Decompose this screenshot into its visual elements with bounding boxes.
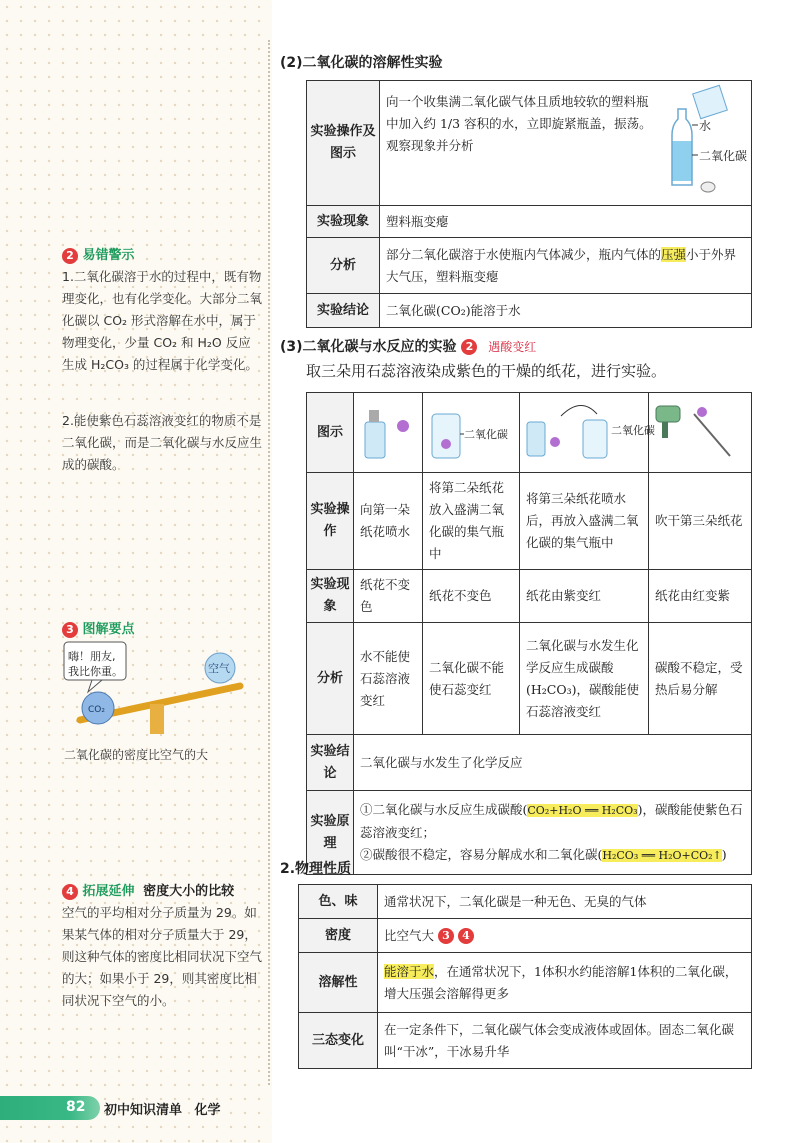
- spray-bottle: [527, 422, 545, 456]
- ref-badge: 4: [458, 928, 474, 944]
- arrow-curve: [561, 405, 597, 416]
- phenomenon-cell: 纸花由紫变红: [520, 570, 649, 623]
- page-number: 82: [66, 1099, 86, 1115]
- row-label: 实验结论: [307, 735, 354, 791]
- spray-jar-figure: [521, 396, 655, 466]
- analysis-cell: 水不能使石蕊溶液变红: [354, 623, 423, 735]
- tongs: [694, 414, 730, 456]
- tip-warning-title: 2 易错警示: [62, 244, 135, 264]
- figure-cell: [354, 393, 423, 473]
- co2-label: 二氧化碳: [464, 427, 508, 441]
- principle-cell: [354, 791, 752, 875]
- highlight: 能溶于水: [384, 963, 435, 979]
- analysis-cell: 二氧化碳与水发生化学反应生成碳酸(H₂CO₃)，碳酸能使石蕊溶液变红: [520, 623, 649, 735]
- co2-label: CO₂: [88, 705, 105, 715]
- tip-diagram-title: 3 图解要点: [62, 618, 135, 638]
- dryer-flower-figure: [650, 396, 740, 466]
- water-label: 水: [699, 119, 712, 133]
- tip-extension-title: 4 拓展延伸 密度大小的比较: [62, 880, 234, 900]
- row-label: 实验现象: [307, 206, 380, 238]
- row-label: 实验现象: [307, 570, 354, 623]
- main-content: [280, 0, 800, 1143]
- row-label: 实验原理: [307, 791, 354, 875]
- dryer-handle: [662, 422, 668, 438]
- purple-flower: [697, 407, 707, 417]
- conclusion-cell: 二氧化碳与水发生了化学反应: [354, 735, 752, 791]
- physical-table: [298, 884, 752, 1069]
- row-content: [380, 81, 752, 206]
- gas-jar: [583, 420, 607, 458]
- row-label: 分析: [307, 623, 354, 735]
- analysis-cell: 二氧化碳不能使石蕊变红: [423, 623, 520, 735]
- op-cell: 将第二朵纸花放入盛满二氧化碳的集气瓶中: [423, 473, 520, 570]
- analysis-cell: 碳酸不稳定，受热后易分解: [649, 623, 752, 735]
- principle-2: ②碳酸很不稳定，容易分解成水和二氧化碳(H₂CO₃ ══ H₂O+CO₂↑): [360, 846, 727, 862]
- handwritten-note: 遇酸变红: [488, 340, 537, 354]
- row-label: 实验操作及图示: [307, 81, 380, 206]
- gas-jar: [432, 414, 460, 458]
- bottle-cap: [701, 182, 715, 192]
- sidebar-divider: [268, 40, 270, 1085]
- row-content: 通常状况下，二氧化碳是一种无色、无臭的气体: [378, 885, 752, 919]
- tip-warning-p2: 2.能使紫色石蕊溶液变红的物质不是二氧化碳，而是二氧化碳与水反应生成的碳酸。: [62, 413, 263, 472]
- row-content: 部分二氧化碳溶于水使瓶内气体减少，瓶内气体的压强小于外界大气压，塑料瓶变瘪: [380, 238, 752, 294]
- row-content: 塑料瓶变瘪: [380, 206, 752, 238]
- row-label: 三态变化: [299, 1013, 378, 1069]
- figure-cell: [649, 393, 752, 473]
- phenomenon-cell: 纸花由红变紫: [649, 570, 752, 623]
- ref-badge: 3: [438, 928, 454, 944]
- air-label: 空气: [208, 662, 230, 675]
- row-content: 二氧化碳(CO₂)能溶于水: [380, 294, 752, 328]
- purple-flower: [550, 437, 560, 447]
- hair-dryer: [656, 406, 680, 422]
- bottle-water: [672, 141, 692, 181]
- row-label: 溶解性: [299, 953, 378, 1013]
- row-label: 色、味: [299, 885, 378, 919]
- row-label: 密度: [299, 919, 378, 953]
- op-cell: 吹干第三朵纸花: [649, 473, 752, 570]
- water-beaker: [693, 85, 728, 118]
- figure-cell: [520, 393, 655, 473]
- equation-decomposition: H₂CO₃ ══ H₂O+CO₂↑: [602, 848, 722, 862]
- heading-badge: 2: [461, 339, 477, 355]
- spray-bottle: [365, 422, 385, 458]
- purple-flower: [441, 439, 451, 449]
- principle-1: ①二氧化碳与水反应生成碳酸(CO₂+H₂O ══ H₂CO₃)，碳酸能使紫色石蕊溶液变红；: [360, 801, 743, 840]
- op-cell: 向第一朵纸花喷水: [354, 473, 423, 570]
- figure-cell: [423, 393, 520, 473]
- row-content: 能溶于水，在通常状况下，1体积水约能溶解1体积的二氧化碳，增大压强会溶解得更多: [378, 953, 752, 1013]
- physical-heading: 2.物理性质: [280, 861, 352, 877]
- tip-badge: 2: [62, 248, 78, 264]
- row-label: 分析: [307, 238, 380, 294]
- purple-flower: [397, 420, 409, 432]
- row-label: 图示: [307, 393, 354, 473]
- tip-warning-p1: 1.二氧化碳溶于水的过程中，既有物理变化，也有化学变化。大部分二氧化碳以 CO₂ 形式溶解在水中，属于物理变化，少量 CO₂ 和 H₂O 反应生成 H₂CO₃ 的过程属于化学变化。: [62, 269, 263, 372]
- op-cell: 将第三朵纸花喷水后，再放入盛满二氧化碳的集气瓶中: [520, 473, 649, 570]
- co2-label: 二氧化碳: [699, 149, 748, 163]
- tip-badge: 4: [62, 884, 78, 900]
- phenomenon-cell: 纸花不变色: [354, 570, 423, 623]
- tip-extension-text: 空气的平均相对分子质量为 29。如果某气体的相对分子质量大于 29，则这种气体的密度比相同状况下空气的大；如果小于 29，则其密度比相同状况下空气的小。: [62, 905, 263, 1008]
- solubility-table: [306, 80, 752, 328]
- spray-nozzle: [369, 410, 379, 422]
- phenomenon-cell: 纸花不变色: [423, 570, 520, 623]
- co2-water-heading: (3)二氧化碳与水反应的实验 2 遇酸变红: [280, 339, 537, 355]
- spray-flower-figure: [355, 396, 421, 466]
- speech-line1: 嗨！朋友,: [68, 650, 116, 663]
- seesaw-pivot: [150, 704, 164, 734]
- tip-badge: 3: [62, 622, 78, 638]
- diagram-caption: 二氧化碳的密度比空气的大: [64, 748, 209, 762]
- co2-water-table: [306, 392, 752, 875]
- speech-bubble-tail: [88, 680, 102, 692]
- highlight: 压强: [661, 246, 687, 262]
- row-label: 实验结论: [307, 294, 380, 328]
- speech-line2: 我比你重。: [68, 665, 123, 678]
- seesaw-illustration: [62, 638, 262, 738]
- equation-carbonic-acid: CO₂+H₂O ══ H₂CO₃: [527, 803, 638, 817]
- footer-title: 初中知识清单 化学: [104, 1103, 221, 1118]
- co2-label: 二氧化碳: [611, 423, 655, 437]
- jar-flower-figure: [424, 396, 518, 466]
- row-label: 实验操作: [307, 473, 354, 570]
- row-content: 在一定条件下，二氧化碳气体会变成液体或固体。固态二氧化碳叫“干冰”，干冰易升华: [378, 1013, 752, 1069]
- bottle-figure: [662, 85, 754, 201]
- solubility-heading: (2)二氧化碳的溶解性实验: [280, 55, 443, 71]
- op-text: 向一个收集满二氧化碳气体且质地较软的塑料瓶中加入约 1/3 容积的水，立即旋紧瓶盖，振荡。观察现象并分析: [386, 94, 652, 153]
- row-content: 比空气大 3 4: [378, 919, 752, 953]
- co2-water-intro: 取三朵用石蕊溶液染成紫色的干燥的纸花，进行实验。: [306, 362, 667, 380]
